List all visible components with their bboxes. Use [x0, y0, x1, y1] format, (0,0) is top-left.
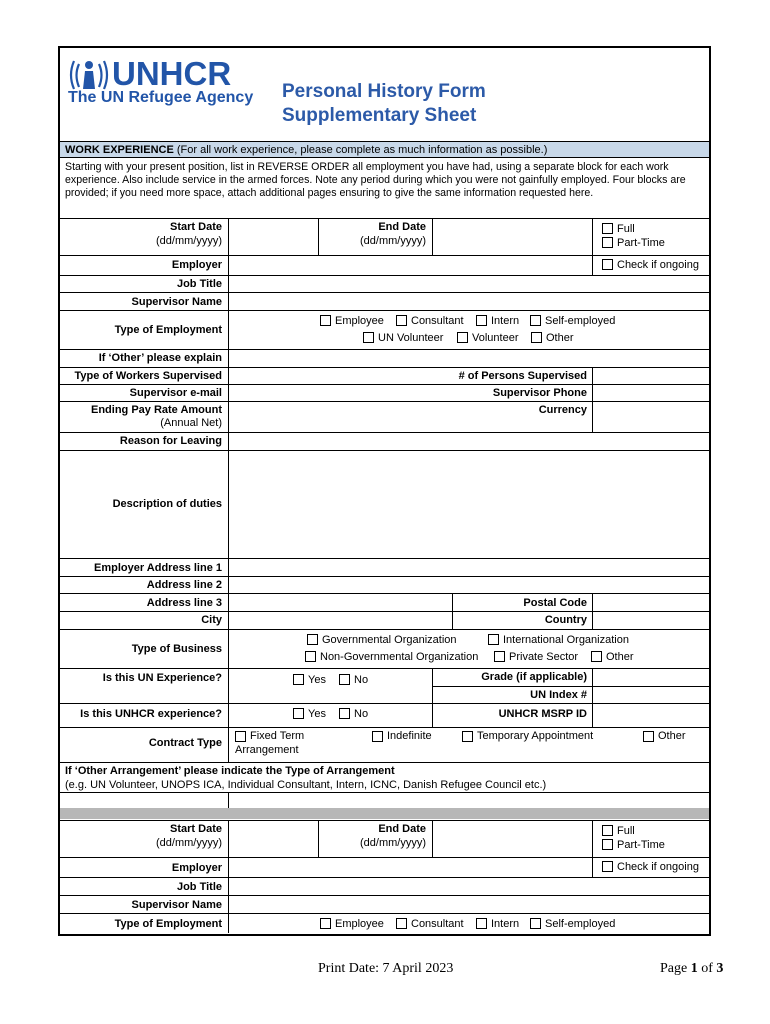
- employee-label: Employee: [335, 918, 384, 930]
- employee-checkbox[interactable]: [320, 315, 331, 326]
- ngo-checkbox[interactable]: [305, 651, 316, 662]
- ongoing-checkbox[interactable]: [602, 861, 613, 872]
- governmental-label: Governmental Organization: [322, 634, 457, 646]
- employer-label: Employer: [171, 259, 222, 271]
- private-sector-checkbox[interactable]: [494, 651, 505, 662]
- consultant-label: Consultant: [411, 918, 464, 930]
- unhcr-no-checkbox[interactable]: [339, 708, 350, 719]
- self-employed-checkbox[interactable]: [530, 918, 541, 929]
- governmental-checkbox[interactable]: [307, 634, 318, 645]
- unhcr-logo: [68, 55, 258, 110]
- ongoing-label: Check if ongoing: [617, 861, 699, 873]
- contract-type-label: Contract Type: [148, 737, 222, 749]
- employee-checkbox[interactable]: [320, 918, 331, 929]
- fixed-term-label: Fixed Term: [250, 730, 305, 742]
- ongoing-checkbox[interactable]: [602, 259, 613, 270]
- refugee-emblem-icon: [68, 57, 110, 91]
- date-format-label: (dd/mm/yyyy): [156, 837, 222, 849]
- yes-label: Yes: [308, 708, 326, 720]
- start-date-label: Start Date: [170, 823, 222, 835]
- persons-supervised-label: # of Persons Supervised: [458, 370, 587, 382]
- date-format-label: (dd/mm/yyyy): [156, 235, 222, 247]
- reason-leaving-label: Reason for Leaving: [119, 435, 222, 447]
- page-title: Personal History Form Supplementary Sheet: [282, 81, 486, 126]
- annual-net-label: (Annual Net): [160, 417, 222, 429]
- job-title-label: Job Title: [176, 278, 222, 290]
- other-contract-label: Other: [658, 730, 686, 742]
- other-employment-checkbox[interactable]: [531, 332, 542, 343]
- supervisor-phone-label: Supervisor Phone: [492, 387, 587, 399]
- full-checkbox[interactable]: [602, 223, 613, 234]
- employee-label: Employee: [335, 315, 384, 327]
- arrangement-label: Arrangement: [235, 744, 299, 756]
- consultant-checkbox[interactable]: [396, 315, 407, 326]
- address3-label: Address line 3: [146, 597, 222, 609]
- consultant-label: Consultant: [411, 315, 464, 327]
- page-number: Page 1 of 3: [660, 961, 724, 976]
- logo-subtitle: The UN Refugee Agency: [68, 89, 254, 106]
- fixed-term-checkbox[interactable]: [235, 731, 246, 742]
- full-checkbox[interactable]: [602, 825, 613, 836]
- end-date-label: End Date: [378, 823, 426, 835]
- type-business-label: Type of Business: [131, 643, 222, 655]
- other-contract-checkbox[interactable]: [643, 731, 654, 742]
- yes-label: Yes: [308, 674, 326, 686]
- section-header: WORK EXPERIENCE (For all work experience, please complete as much information as possible.): [60, 141, 709, 158]
- postal-code-label: Postal Code: [523, 597, 587, 609]
- private-sector-label: Private Sector: [509, 651, 579, 663]
- volunteer-checkbox[interactable]: [457, 332, 468, 343]
- date-format-label: (dd/mm/yyyy): [360, 837, 426, 849]
- intern-checkbox[interactable]: [476, 315, 487, 326]
- employer-label: Employer: [171, 862, 222, 874]
- un-yes-checkbox[interactable]: [293, 674, 304, 685]
- un-index-label: UN Index #: [530, 689, 587, 701]
- no-label: No: [354, 674, 369, 686]
- address2-label: Address line 2: [146, 579, 222, 591]
- international-checkbox[interactable]: [488, 634, 499, 645]
- other-explain-label: If ‘Other’ please explain: [98, 352, 222, 364]
- volunteer-label: Volunteer: [472, 332, 519, 344]
- other-arrangement-example: (e.g. UN Volunteer, UNOPS ICA, Individual Consultant, Intern, ICNC, Danish Refugee Council etc.): [65, 779, 547, 791]
- consultant-checkbox[interactable]: [396, 918, 407, 929]
- temporary-label: Temporary Appointment: [477, 730, 594, 742]
- part-time-label: Part-Time: [617, 237, 665, 249]
- temporary-checkbox[interactable]: [462, 731, 473, 742]
- full-label: Full: [617, 825, 635, 837]
- msrp-label: UNHCR MSRP ID: [498, 708, 587, 720]
- type-employment-label: Type of Employment: [114, 324, 222, 336]
- self-employed-label: Self-employed: [545, 315, 616, 327]
- intern-label: Intern: [491, 918, 520, 930]
- grade-label: Grade (if applicable): [481, 671, 587, 683]
- other-business-checkbox[interactable]: [591, 651, 602, 662]
- start-date-label: Start Date: [170, 221, 222, 233]
- unhcr-yes-checkbox[interactable]: [293, 708, 304, 719]
- indefinite-label: Indefinite: [387, 730, 432, 742]
- un-volunteer-label: UN Volunteer: [378, 332, 444, 344]
- other-business-label: Other: [606, 651, 634, 663]
- city-label: City: [201, 614, 222, 626]
- pay-rate-label: Ending Pay Rate Amount: [91, 404, 222, 416]
- part-time-checkbox[interactable]: [602, 839, 613, 850]
- un-experience-label: Is this UN Experience?: [102, 672, 222, 684]
- full-label: Full: [617, 223, 635, 235]
- country-label: Country: [544, 614, 587, 626]
- self-employed-label: Self-employed: [545, 918, 616, 930]
- supervisor-email-label: Supervisor e-mail: [129, 387, 222, 399]
- end-date-label: End Date: [378, 221, 426, 233]
- other-employment-label: Other: [546, 332, 574, 344]
- supervisor-name-label: Supervisor Name: [131, 899, 222, 911]
- job-title-label: Job Title: [176, 881, 222, 893]
- supervisor-name-label: Supervisor Name: [131, 296, 222, 308]
- self-employed-checkbox[interactable]: [530, 315, 541, 326]
- unhcr-experience-label: Is this UNHCR experience?: [80, 708, 222, 720]
- date-format-label: (dd/mm/yyyy): [360, 235, 426, 247]
- part-time-checkbox[interactable]: [602, 237, 613, 248]
- intro-text: Starting with your present position, list in REVERSE ORDER all employment you have had, using a separate block for each work experience. Also include service in the armed forces. Note any period during which you were not gainfully employed. Four blocks are provided; if you need more space, attach additional pages ensuring to give the same information requested here.: [65, 161, 686, 199]
- logo-word: UNHCR: [112, 55, 232, 92]
- other-arrangement-label: If ‘Other Arrangement’ please indicate the Type of Arrangement: [65, 765, 395, 777]
- intern-label: Intern: [491, 315, 520, 327]
- no-label: No: [354, 708, 369, 720]
- duties-label: Description of duties: [112, 498, 222, 510]
- workers-supervised-label: Type of Workers Supervised: [74, 370, 222, 382]
- international-label: International Organization: [503, 634, 629, 646]
- intern-checkbox[interactable]: [476, 918, 487, 929]
- ngo-label: Non-Governmental Organization: [320, 651, 479, 663]
- un-no-checkbox[interactable]: [339, 674, 350, 685]
- address1-label: Employer Address line 1: [94, 562, 222, 574]
- currency-label: Currency: [538, 404, 587, 416]
- part-time-label: Part-Time: [617, 839, 665, 851]
- ongoing-label: Check if ongoing: [617, 259, 699, 271]
- block-separator: [60, 808, 709, 819]
- indefinite-checkbox[interactable]: [372, 731, 383, 742]
- un-volunteer-checkbox[interactable]: [363, 332, 374, 343]
- print-date: Print Date: 7 April 2023: [318, 961, 454, 976]
- type-employment-label: Type of Employment: [114, 918, 222, 930]
